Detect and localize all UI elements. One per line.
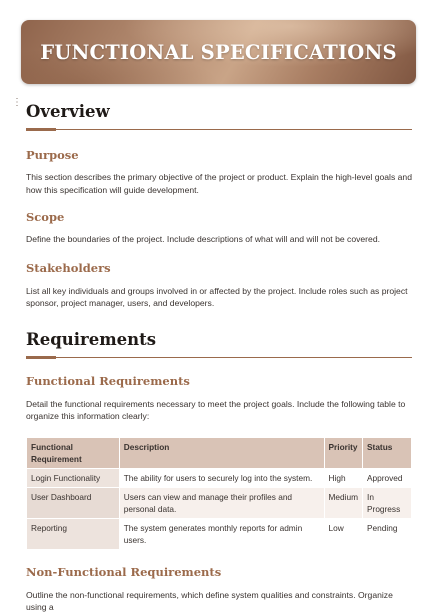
column-header: Functional Requirement xyxy=(27,437,120,468)
document-body xyxy=(26,101,412,614)
status-cell: In Progress xyxy=(363,487,412,518)
requirement-cell: Reporting xyxy=(27,518,120,549)
priority-cell: High xyxy=(324,468,363,487)
overview-divider xyxy=(26,128,412,131)
priority-cell: Medium xyxy=(324,487,363,518)
scope-heading: Scope xyxy=(26,210,65,224)
non-functional-requirements-heading: Non-Functional Requirements xyxy=(26,564,222,579)
purpose-heading: Purpose xyxy=(26,148,79,162)
document-title: FUNCTIONAL SPECIFICATIONS xyxy=(40,40,397,64)
column-header: Description xyxy=(119,437,324,468)
status-cell: Approved xyxy=(363,468,412,487)
requirement-cell: User Dashboard xyxy=(27,487,120,518)
functional-requirements-table xyxy=(26,437,412,550)
table-header-row xyxy=(27,437,412,468)
description-cell: The ability for users to securely log into the system. xyxy=(119,468,324,487)
description-cell: Users can view and manage their profiles and personal data. xyxy=(119,487,324,518)
overview-heading: Overview xyxy=(26,102,110,121)
stakeholders-text: List all key individuals and groups involved in or affected by the project. Include roles such as project sponsor, project manager, users, and developers. xyxy=(26,285,408,308)
column-header: Status xyxy=(363,437,412,468)
table-row xyxy=(27,468,412,487)
functional-requirements-text: Detail the functional requirements necessary to meet the project goals. Include the following table to organize this information clearly: xyxy=(26,398,406,421)
requirement-cell: Login Functionality xyxy=(27,468,120,487)
drag-handle-icon[interactable]: ⋮ xyxy=(12,97,22,108)
priority-cell: Low xyxy=(324,518,363,549)
requirements-divider xyxy=(26,356,412,359)
purpose-text: This section describes the primary objective of the project or product. Explain the high-level goals and how this specification will guide development. xyxy=(26,172,412,195)
non-functional-requirements-text: Outline the non-functional requirements, which define system qualities and constraints. Organize using a xyxy=(26,589,393,612)
status-cell: Pending xyxy=(363,518,412,549)
title-banner xyxy=(21,20,416,84)
table-row xyxy=(27,518,412,549)
functional-requirements-heading: Functional Requirements xyxy=(26,373,190,388)
table-row xyxy=(27,487,412,518)
column-header: Priority xyxy=(324,437,363,468)
scope-text: Define the boundaries of the project. Include descriptions of what will and will not be covered. xyxy=(26,234,380,244)
requirements-heading: Requirements xyxy=(26,329,157,349)
description-cell: The system generates monthly reports for admin users. xyxy=(119,518,324,549)
stakeholders-heading: Stakeholders xyxy=(26,260,111,275)
